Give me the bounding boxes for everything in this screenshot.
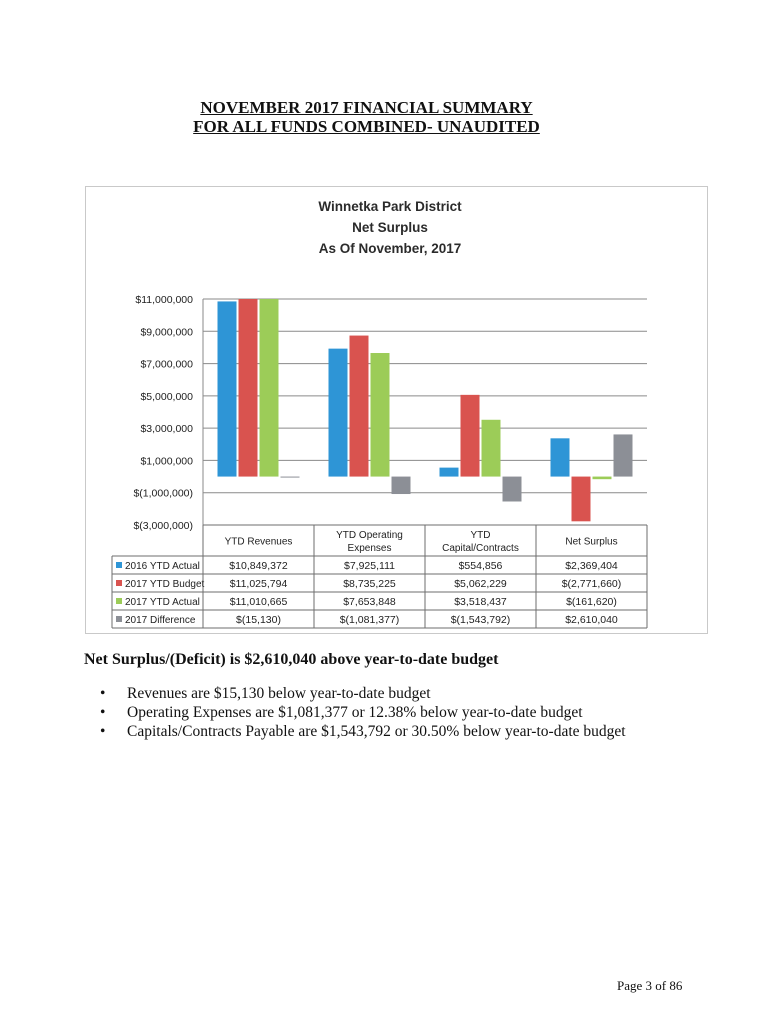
x-category-label: Net Surplus bbox=[565, 536, 618, 548]
bar-2017-difference-ytd-capital-contracts bbox=[503, 477, 522, 502]
y-tick-label: $(1,000,000) bbox=[133, 487, 193, 500]
bar-2017-ytd-actual-ytd-revenues bbox=[260, 299, 279, 477]
data-label-2016-ytd-actual: $7,925,111 bbox=[344, 560, 395, 572]
y-tick-label: $7,000,000 bbox=[140, 358, 193, 371]
data-label-2017-difference: $(15,130) bbox=[236, 614, 281, 626]
bar-2017-ytd-budget-ytd-revenues bbox=[239, 299, 258, 477]
data-label-2017-ytd-actual: $11,010,665 bbox=[229, 596, 288, 608]
page-number: Page 3 of 86 bbox=[617, 978, 683, 993]
data-label-2017-ytd-actual: $3,518,437 bbox=[454, 596, 507, 608]
data-label-2016-ytd-actual: $2,369,404 bbox=[565, 560, 618, 572]
bar-2017-difference-ytd-operating-expenses bbox=[392, 477, 411, 494]
bullet-operating-expenses: • Operating Expenses are $1,081,377 or 12.38% below year-to-date budget bbox=[100, 703, 626, 722]
data-label-2017-difference: $(1,543,792) bbox=[450, 614, 511, 626]
bar-2016-ytd-actual-ytd-revenues bbox=[218, 301, 237, 476]
chart-title-line-2: Net Surplus bbox=[352, 220, 428, 235]
bar-2017-ytd-budget-net-surplus bbox=[572, 477, 591, 522]
summary-bullet-list bbox=[100, 684, 626, 741]
bar-2016-ytd-actual-ytd-operating-expenses bbox=[329, 349, 348, 477]
y-tick-label: $11,000,000 bbox=[135, 294, 193, 306]
bar-2017-ytd-budget-ytd-capital-contracts bbox=[461, 395, 480, 477]
legend-label-2017-ytd-actual: 2017 YTD Actual bbox=[125, 597, 200, 608]
data-label-2017-difference: $2,610,040 bbox=[565, 614, 618, 626]
bullet-revenues: • Revenues are $15,130 below year-to-date budget bbox=[100, 684, 626, 703]
x-category-label: Expenses bbox=[347, 543, 392, 554]
data-label-2016-ytd-actual: $10,849,372 bbox=[229, 560, 288, 572]
data-label-2017-ytd-budget: $11,025,794 bbox=[229, 578, 288, 590]
net-surplus-summary: Net Surplus/(Deficit) is $2,610,040 above year-to-date budget bbox=[84, 651, 499, 668]
legend-label-2017-ytd-budget: 2017 YTD Budget bbox=[125, 579, 205, 590]
data-label-2017-ytd-actual: $7,653,848 bbox=[343, 596, 396, 608]
x-category-label: YTD bbox=[470, 530, 491, 541]
data-label-2017-ytd-actual: $(161,620) bbox=[566, 596, 617, 608]
bar-2017-ytd-budget-ytd-operating-expenses bbox=[350, 336, 369, 477]
data-label-2017-ytd-budget: $(2,771,660) bbox=[561, 578, 622, 590]
y-tick-label: $(3,000,000) bbox=[133, 520, 193, 532]
data-label-2017-difference: $(1,081,377) bbox=[339, 614, 400, 626]
legend-label-2017-difference: 2017 Difference bbox=[125, 615, 196, 626]
bar-2017-ytd-actual-ytd-operating-expenses bbox=[371, 353, 390, 477]
bar-2017-difference-ytd-revenues bbox=[281, 477, 300, 478]
bar-2016-ytd-actual-net-surplus bbox=[551, 438, 570, 476]
x-category-label: YTD Revenues bbox=[224, 536, 293, 548]
legend-swatch-2017-ytd-actual bbox=[116, 598, 122, 604]
legend-swatch-2016-ytd-actual bbox=[116, 562, 122, 568]
y-tick-label: $9,000,000 bbox=[140, 326, 193, 339]
bar-2016-ytd-actual-ytd-capital-contracts bbox=[440, 468, 459, 477]
bullet-capital-contracts: • Capitals/Contracts Payable are $1,543,792 or 30.50% below year-to-date budget bbox=[100, 722, 626, 741]
bar-2017-ytd-actual-net-surplus bbox=[593, 477, 612, 480]
y-tick-label: $1,000,000 bbox=[140, 455, 193, 468]
data-label-2016-ytd-actual: $554,856 bbox=[458, 560, 503, 572]
chart-title-line-1: Winnetka Park District bbox=[318, 199, 462, 214]
y-tick-label: $5,000,000 bbox=[140, 390, 193, 403]
legend-label-2016-ytd-actual: 2016 YTD Actual bbox=[125, 561, 200, 572]
bar-2017-ytd-actual-ytd-capital-contracts bbox=[482, 420, 501, 477]
title-line-2: FOR ALL FUNDS COMBINED- UNAUDITED bbox=[193, 117, 540, 136]
data-label-2017-ytd-budget: $5,062,229 bbox=[454, 578, 507, 590]
chart-title-line-3: As Of November, 2017 bbox=[318, 241, 462, 256]
x-category-label: Capital/Contracts bbox=[442, 543, 519, 554]
y-tick-label: $3,000,000 bbox=[140, 423, 193, 436]
x-category-label: YTD Operating bbox=[336, 530, 403, 541]
legend-swatch-2017-ytd-budget bbox=[116, 580, 122, 586]
legend-swatch-2017-difference bbox=[116, 616, 122, 622]
bar-2017-difference-net-surplus bbox=[614, 434, 633, 476]
data-label-2017-ytd-budget: $8,735,225 bbox=[343, 578, 396, 590]
title-line-1: NOVEMBER 2017 FINANCIAL SUMMARY bbox=[200, 98, 533, 117]
